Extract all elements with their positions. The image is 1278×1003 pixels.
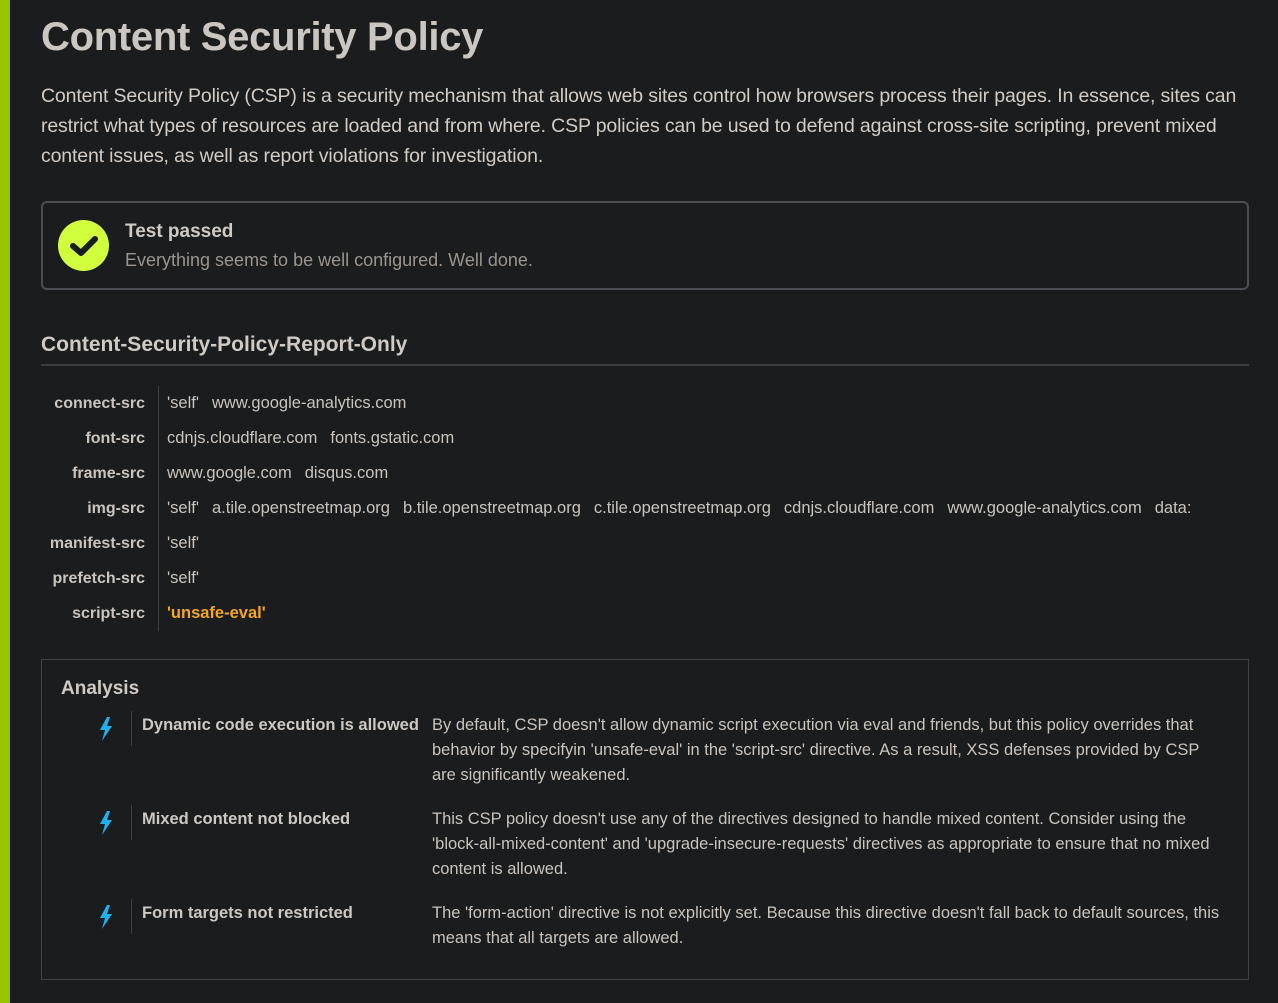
directive-value: fonts.gstatic.com bbox=[330, 429, 455, 447]
directive-row bbox=[41, 596, 1249, 631]
directive-values bbox=[158, 491, 1204, 526]
lightning-icon bbox=[61, 711, 131, 741]
directive-row bbox=[41, 526, 1249, 561]
accent-bar bbox=[0, 0, 10, 1003]
analysis-description: This CSP policy doesn't use any of the directives designed to handle mixed content. Consider using the 'block-all-mixed-content' and 'upgrade-insecure-requests' directives as appropriate to ensure that no mixed content is allowed. bbox=[432, 810, 1210, 878]
analysis-label-cell bbox=[131, 899, 432, 934]
directive-values bbox=[158, 561, 212, 596]
test-result-box bbox=[41, 201, 1249, 290]
analysis-item bbox=[61, 711, 1248, 788]
directive-values bbox=[158, 596, 279, 631]
result-description: Everything seems to be well configured. Well done. bbox=[125, 249, 533, 270]
directive-row bbox=[41, 456, 1249, 491]
directive-values bbox=[158, 421, 467, 456]
directive-value: 'self' bbox=[167, 394, 199, 412]
main-content bbox=[41, 0, 1249, 980]
directive-value: www.google-analytics.com bbox=[947, 499, 1142, 517]
analysis-item bbox=[61, 899, 1248, 951]
directive-value: www.google.com bbox=[167, 464, 292, 482]
analysis-list bbox=[61, 711, 1248, 951]
intro-paragraph: Content Security Policy (CSP) is a security mechanism that allows web sites control how browsers process their pages. In essence, sites can restrict what types of resources are loaded and from where. CSP policies can be used to defend against cross-site scripting, prevent mixed content issues, as well as report violations for investigation. bbox=[41, 85, 1237, 167]
directive-value: 'self' bbox=[167, 534, 199, 552]
directive-values bbox=[158, 526, 212, 561]
analysis-label-cell bbox=[131, 805, 432, 840]
analysis-label: Dynamic code execution is allowed bbox=[142, 716, 419, 734]
directive-values bbox=[158, 386, 419, 421]
directives-table bbox=[41, 386, 1249, 631]
page-title: Content Security Policy bbox=[41, 15, 484, 59]
directive-value: cdnjs.cloudflare.com bbox=[783, 499, 935, 517]
analysis-label-cell bbox=[131, 711, 432, 746]
directive-value: cdnjs.cloudflare.com bbox=[167, 429, 318, 447]
analysis-item bbox=[61, 805, 1248, 882]
policy-heading: Content-Security-Policy-Report-Only bbox=[41, 332, 1249, 366]
directive-row bbox=[41, 491, 1249, 526]
directive-value: data: bbox=[1154, 499, 1192, 517]
lightning-icon bbox=[61, 805, 131, 835]
directive-name: frame-src bbox=[72, 465, 145, 482]
directive-name: font-src bbox=[85, 430, 145, 447]
directive-value: disqus.com bbox=[304, 464, 389, 482]
directive-row bbox=[41, 421, 1249, 456]
directive-value-warning: 'unsafe-eval' bbox=[167, 604, 266, 622]
directive-name: connect-src bbox=[54, 395, 145, 412]
analysis-title: Analysis bbox=[61, 678, 140, 699]
directive-name: img-src bbox=[87, 500, 145, 517]
directive-name: prefetch-src bbox=[52, 570, 145, 587]
analysis-description: By default, CSP doesn't allow dynamic script execution via eval and friends, but this policy overrides that behavior by specifyin 'unsafe-eval' in the 'script-src' directive. As a result, XSS defenses provided by CSP are significantly weakened. bbox=[432, 716, 1200, 784]
analysis-label: Mixed content not blocked bbox=[142, 810, 351, 828]
analysis-description: The 'form-action' directive is not explicitly set. Because this directive doesn't fall back to default sources, this means that all targets are allowed. bbox=[432, 904, 1220, 947]
result-text bbox=[125, 219, 533, 273]
directive-values bbox=[158, 456, 401, 491]
check-circle-icon bbox=[58, 220, 109, 271]
directive-value: c.tile.openstreetmap.org bbox=[593, 499, 771, 517]
directive-row bbox=[41, 386, 1249, 421]
directive-value: a.tile.openstreetmap.org bbox=[211, 499, 390, 517]
directive-value: 'self' bbox=[167, 569, 199, 587]
directive-name: script-src bbox=[72, 605, 145, 622]
directive-value: www.google-analytics.com bbox=[211, 394, 407, 412]
directive-name: manifest-src bbox=[49, 535, 145, 552]
analysis-panel bbox=[41, 659, 1249, 980]
directive-row bbox=[41, 561, 1249, 596]
result-title: Test passed bbox=[125, 220, 234, 242]
directive-value: 'self' bbox=[167, 499, 199, 517]
lightning-icon bbox=[61, 899, 131, 929]
directive-value: b.tile.openstreetmap.org bbox=[402, 499, 581, 517]
analysis-label: Form targets not restricted bbox=[142, 904, 353, 922]
